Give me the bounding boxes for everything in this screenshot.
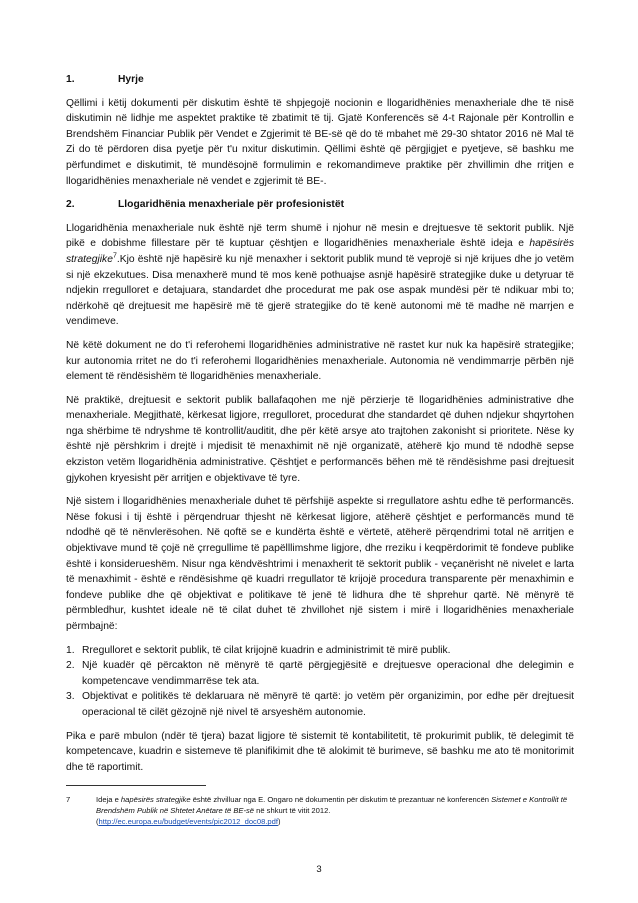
page-content — [66, 72, 574, 827]
section-2-paragraph-1 — [66, 221, 574, 330]
list-item — [66, 658, 574, 689]
footnote-link-open: ( — [96, 817, 99, 827]
list-item-number: 1. — [66, 644, 75, 656]
footnote — [66, 794, 574, 827]
section-1-paragraph: Qëllimi i këtij dokumenti për diskutim është të shpjegojë nocionin e llogaridhënies menaxheriale dhe të nisë diskutimin në lidhje me aspektet praktike të zbatimit të tij. Gjatë Konferencës së 4-t Rajonale për Kontrollin e Brendshëm Financiar Publik për Vendet e Zgjerimit të BE-së që do të mbahet më 29-30 shtator 2016 në Mal të Zi do të përdoren disa pyetje për t'u nxitur diskutimin. Qëllimi është që përgjigjet e pyetjeve, së bashku me përfundimet e diskutimit, të mundësojnë formulimin e rekomandimeve praktike për zhvillimin dhe rritjen e llogaridhënies menaxheriale në vendet e zgjerimit të BE-. — [66, 97, 574, 187]
list-item-text: Një kuadër që përcakton në mënyrë të qartë përgjegjësitë e drejtuesve operacional dhe delegimin e kompetencave vendimmarrëse tek ata. — [82, 660, 574, 687]
ideal-conditions-list — [66, 643, 574, 721]
list-item — [66, 689, 574, 720]
footnote-ref-7[interactable]: 7 — [112, 252, 117, 260]
footnote-body — [96, 794, 574, 827]
list-item-text: Objektivat e politikës të deklaruara në mënyrë të qartë: jo vetëm për organizimin, por edhe për drejtuesit operacional të cilët gëzojnë një nivel të arsyeshëm autonomie. — [82, 691, 574, 718]
footnote-divider — [66, 785, 206, 786]
list-item-number: 3. — [66, 691, 75, 703]
list-item-number: 2. — [66, 660, 75, 672]
section-2-heading — [66, 197, 574, 213]
footnote-text-middle: është zhvilluar nga E. Ongaro në dokumentin për diskutim të prezantuar në konferencën — [190, 795, 492, 805]
section-1-heading — [66, 72, 574, 88]
footnote-text-start: Ideja e — [96, 795, 121, 805]
footnote-text-end: në shkurt të vitit 2012. — [254, 806, 331, 816]
footnote-conference-title: Sistemet e Kontrollit të Brendshëm Publik në Shtetet Anëtare të BE-së — [96, 795, 568, 816]
footnote-number: 7 — [66, 795, 71, 805]
list-item — [66, 643, 574, 659]
strategic-space-term: hapësirës strategjike — [66, 238, 574, 265]
section-2-paragraph-3: Në praktikë, drejtuesit e sektorit publik ballafaqohen me një përzierje të llogaridhënies administrative dhe menaxheriale. Megjithatë, kërkesat ligjore, rregulloret, procedurat dhe standardet që duhen ndjekur shqyrtohen nga shërbime të ndryshme të kontrollit/auditit, dhe për këtë arsye ato trajtohen zakonisht si prioritete. Nëse ky është një përshkrim i drejtë i mjedisit të menaxhimit në një organizatë, atëherë kjo mund të ndodhë sepse ekziston vetëm llogaridhënia administrative. Çështjet e performancës bëhen më të rëndësishme pasi drejtuesit gjykohen kryesisht për arritjen e objektivave të tyre. — [66, 394, 574, 484]
section-1-number: 1. — [66, 74, 75, 85]
list-item-text: Rregulloret e sektorit publik, të cilat krijojnë kuadrin e administrimit të mirë publik. — [82, 644, 451, 656]
section-2-title: Llogaridhënia menaxheriale për profesionistët — [118, 199, 345, 211]
footnote-link[interactable]: http://ec.europa.eu/budget/events/pic2012_doc08.pdf — [98, 817, 278, 827]
section-1-title: Hyrje — [118, 74, 144, 85]
section-2-paragraph-2: Në këtë dokument ne do t'i referohemi llogaridhënies administrative në rastet kur nuk ka hapësirë strategjike; kur autonomia rritet ne do t'i referohemi llogaridhënies menaxheriale. Autonomia në vendimmarrje përbën një element të rëndësishëm të llogaridhënies menaxheriale. — [66, 339, 574, 383]
footnote-italic-term: hapësirës strategjike — [120, 795, 191, 805]
footnote-link-close: ) — [277, 817, 281, 827]
section-2-number: 2. — [66, 199, 75, 211]
paragraph-1-text-end: .Kjo është një hapësirë ku një menaxher i sektorit publik mund të veprojë si një krijues dhe jo vetëm si një ekzekutues. Disa menaxherë mund të mos kenë pothuajse asnjë hapësirë strategjike duke u detyruar të ndjekin rregulloret e detajuara, standardet dhe procedurat me pak ose aspak mundësi për të ndikuar mbi to; ndërkohë që drejtuesit me hapësirë më të gjerë strategjike do të kenë autonomi më të madhe në marrjen e vendimeve. — [66, 253, 574, 328]
paragraph-1-text-start: Llogaridhënia menaxheriale nuk është një term shumë i njohur në mesin e drejtuesve të sektorit publik. Një pikë e dobishme fillestare për të kuptuar çështjen e llogaridhënies menaxheriale është ideja e — [66, 222, 574, 250]
section-2-paragraph-5: Pika e parë mbulon (ndër të tjera) bazat ligjore të sistemit të kontabilitetit, të prokurimit publik, të delegimit të kompetencave, kuadrin e sistemeve të planifikimit dhe të alokimit të burimeve, së bashku me ato të monitorimit dhe të raportimit. — [66, 730, 574, 773]
page-number: 3 — [316, 864, 322, 875]
section-2-paragraph-4: Një sistem i llogaridhënies menaxheriale duhet të përfshijë aspekte si rregullatore ashtu edhe të performancës. Nëse fokusi i tij është i përqendruar thjesht në kërkesat ligjore, atëherë çështjet e performancës mund të ndodhë që të nënvlerësohen. Në qoftë se e kundërta është e vërtetë, atëherë përqendrimi total në arritjen e objektivave mund të çojë në çrregullime të papëlllimshme ligjore, dhe rreziku i keqpërdorimit të fondeve publike është i konsiderueshëm. Nisur nga këndvështrimi i menaxherit të sektorit publik - veçanërisht në nivelet e larta të menaxhimit - është e rëndësishme që kuadri rregullator të krijojë procedura transparente për menaxhimin e fondeve publike dhe që objektivat e politikave të jenë të lidhura dhe të shprehur qartë. Në mënyrë të përmbledhur, kushtet ideale në të cilat duhet të zhvillohet një sistem i mirë i llogaridhënies menaxheriale përmbajnë: — [66, 496, 574, 632]
